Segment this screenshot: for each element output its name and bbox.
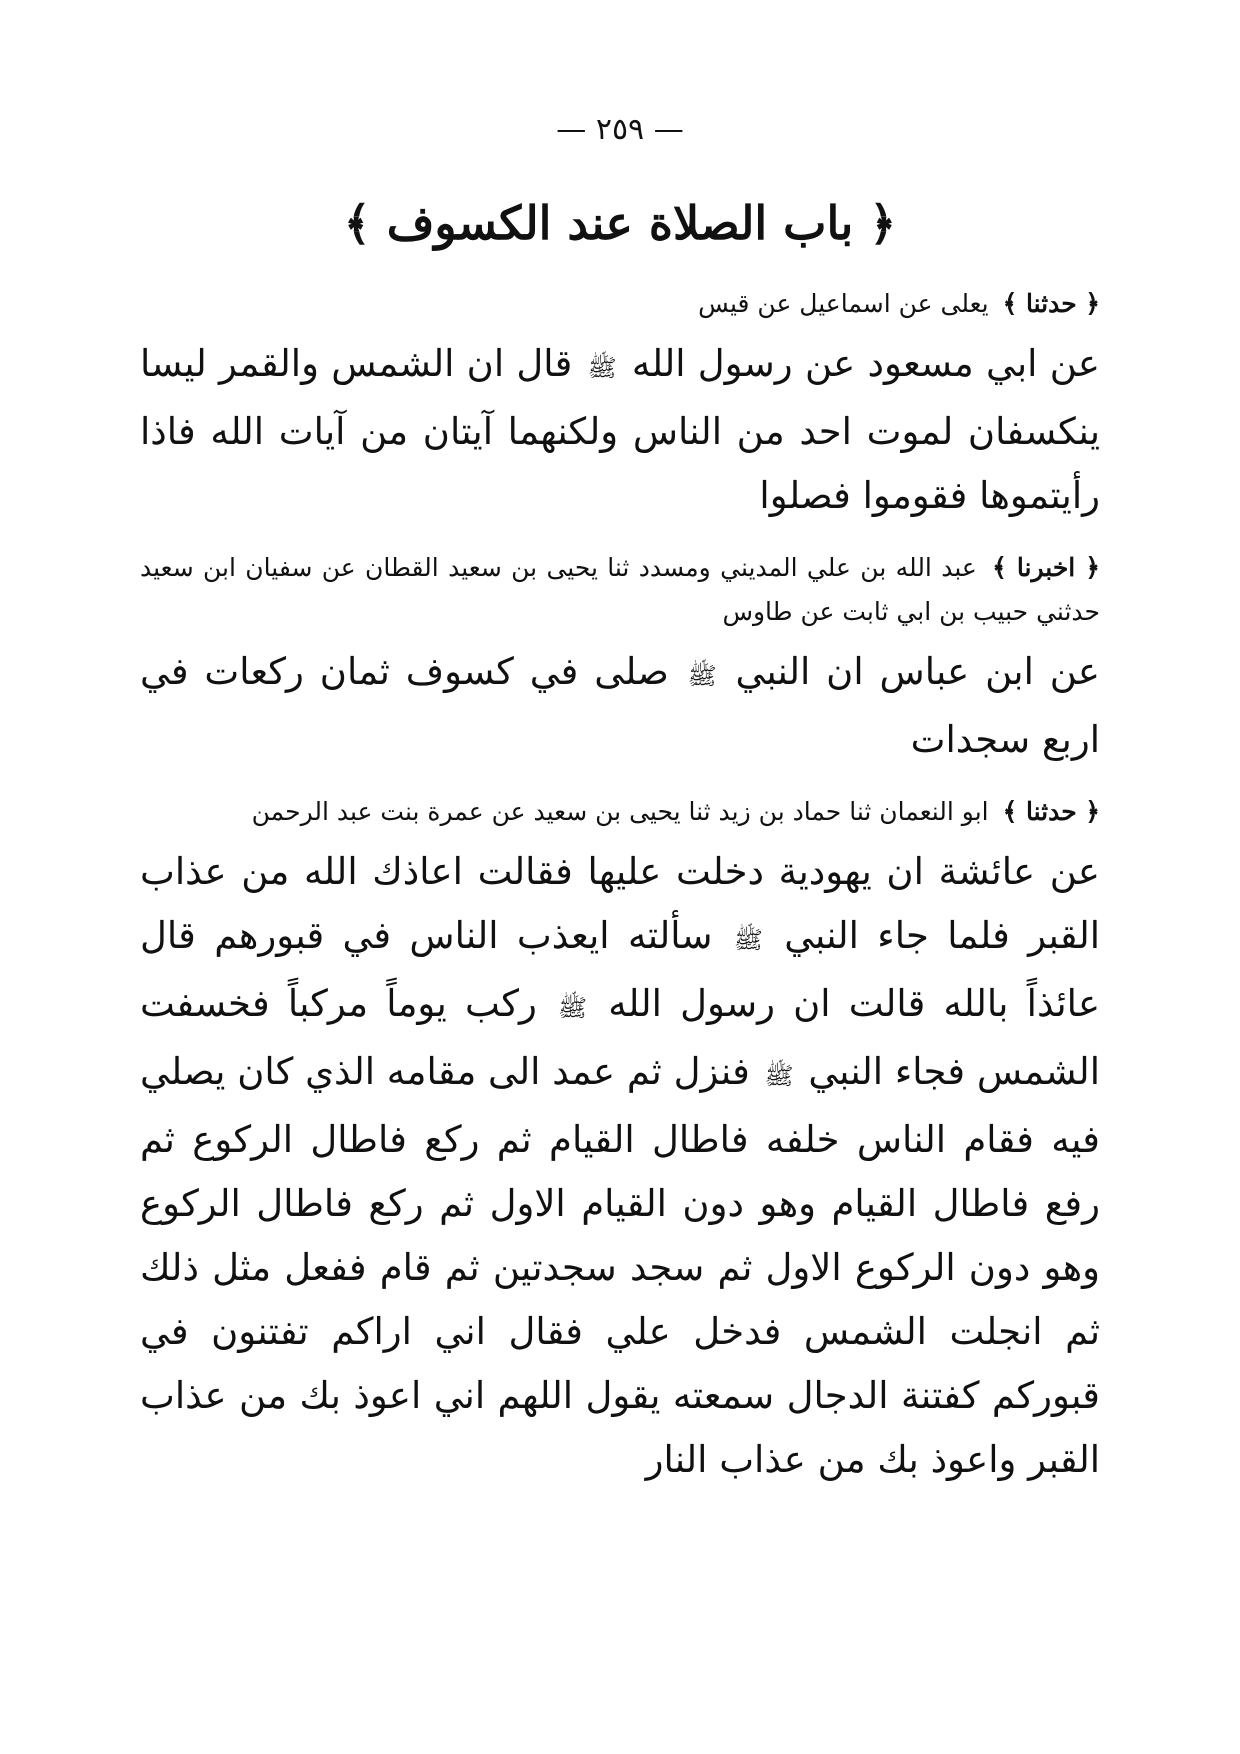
hadith-3-matn	[140, 840, 1100, 1492]
chapter-title: ﴿ باب الصلاة عند الكسوف ﴾	[343, 196, 897, 250]
hadith-1-matn	[140, 332, 1100, 528]
honorific-glyph: ﷺ	[687, 662, 717, 690]
hadith-2-matn-part-2: صلى في كسوف ثمان ركعات في اربع سجدات	[140, 650, 1100, 761]
book-page	[140, 110, 1100, 1710]
hadith-3-matn-part-2: سألته ايعذب الناس في قبورهم قال عائذاً بالله قالت ان رسول الله	[140, 914, 1101, 1025]
honorific-glyph: ﷺ	[558, 994, 588, 1022]
hadith-3-isnad-label: ﴿ حدثنا ﴾	[1002, 797, 1100, 826]
hadith-1-isnad-label: ﴿ حدثنا ﴾	[1002, 289, 1100, 318]
hadith-3-matn-part-4: فنزل ثم عمد الى مقامه الذي كان يصلي فيه فقام الناس خلفه فاطال القيام ثم ركع فاطال الركوع ثم رفع فاطال القيام وهو دون القيام الاول ثم ركع فاطال الركوع وهو دون الركوع الاول ثم سجد سجدتين ثم قام ففعل مثل ذلك ثم انجلت الشمس فدخل علي فقال اني اراكم تفتنون في قبوركم كفتنة الدجال سمعته يقول اللهم اني اعوذ بك من عذاب القبر واعوذ بك من عذاب النار	[140, 1050, 1100, 1481]
hadith-3-matn-part-1: عن عائشة ان يهودية دخلت عليها فقالت اعاذك الله من عذاب القبر فلما جاء النبي	[140, 850, 1100, 957]
honorific-glyph: ﷺ	[587, 354, 617, 382]
hadith-3-matn-part-3: ركب يوماً مركباً فخسفت الشمس فجاء النبي	[140, 982, 1100, 1093]
hadith-2-isnad-label: ﴿ اخبرنا ﴾	[992, 553, 1100, 582]
hadith-1-matn-part-2: قال ان الشمس والقمر ليسا ينكسفان لموت احد من الناس ولكنهما آيتان من آيات الله فاذا رأيتموها فقوموا فصلوا	[140, 342, 1100, 517]
page-number: — ٢٥٩ —	[556, 112, 684, 147]
hadith-3-isnad-text: ابو النعمان ثنا حماد بن زيد ثنا يحيى بن سعيد عن عمرة بنت عبد الرحمن	[251, 797, 989, 826]
hadith-2-matn-part-1: عن ابن عباس ان النبي	[735, 650, 1100, 693]
hadith-2	[140, 546, 1100, 772]
hadith-2-isnad	[140, 546, 1100, 634]
hadith-2-matn	[140, 640, 1100, 772]
honorific-glyph: ﷺ	[764, 1062, 794, 1090]
hadith-3-isnad	[140, 790, 1100, 834]
hadith-1-matn-part-1: عن ابي مسعود عن رسول الله	[631, 342, 1101, 385]
honorific-glyph: ﷺ	[733, 926, 763, 954]
hadith-1-isnad-text: يعلى عن اسماعيل عن قيس	[698, 289, 989, 318]
hadith-2-isnad-text: عبد الله بن علي المديني ومسدد ثنا يحيى بن سعيد القطان عن سفيان ابن سعيد حدثني حبيب بن ابي ثابت عن طاوس	[140, 553, 1100, 626]
hadith-3	[140, 790, 1100, 1492]
hadith-1-isnad	[140, 282, 1100, 326]
hadith-1	[140, 282, 1100, 528]
